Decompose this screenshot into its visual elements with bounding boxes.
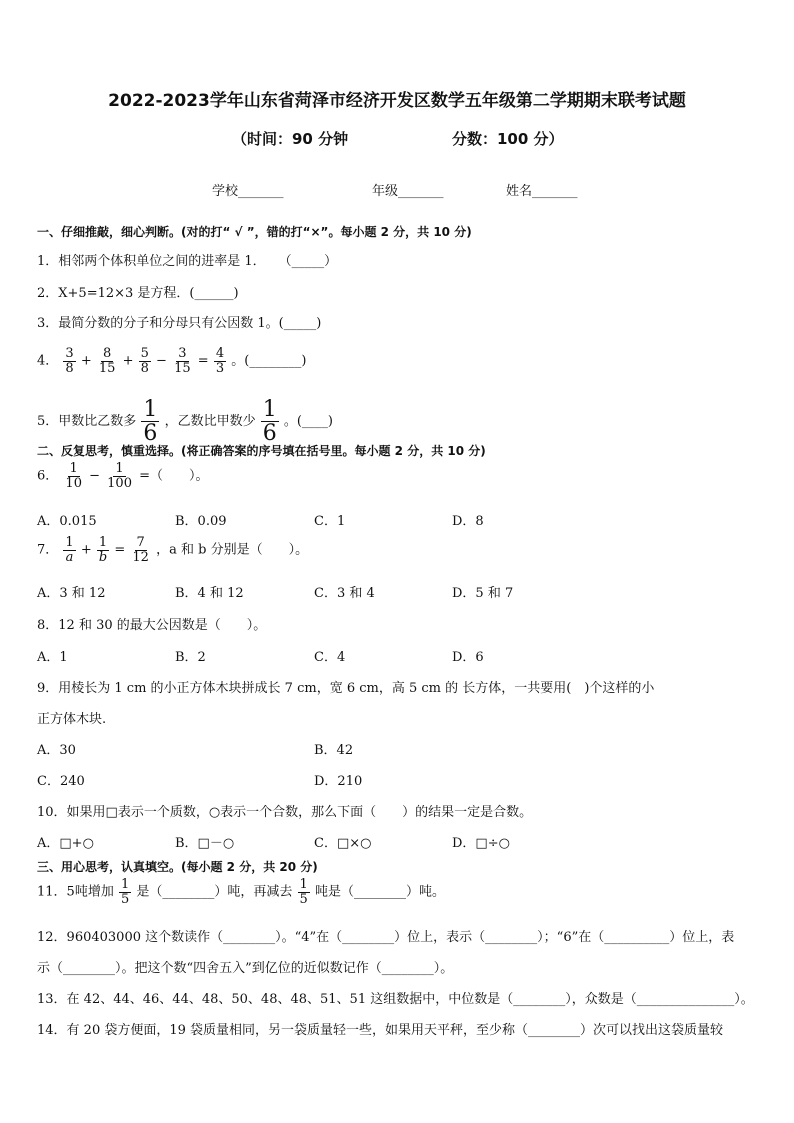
question-3: 3．最简分数的分子和分母只有公因数 1。(_____): [37, 316, 322, 331]
question-1: 1．相邻两个体积单位之间的进率是 1． （_____）: [37, 254, 338, 269]
fraction: $\frac{4}{3}$: [215, 346, 225, 376]
option-b: B．2: [175, 650, 206, 665]
question-11: 11．5吨增加 $\frac{1}{5}$ 是（________）吨，再减去 $\frac{1}{5}$ 吨是（________）吨。: [37, 877, 445, 907]
fraction: $\frac{5}{8}$: [140, 346, 149, 376]
question-9-line-1: 9．用棱长为 1 cm 的小正方体木块拼成长 7 cm，宽 6 cm，高 5 cm 的 长方体，一共要用( )个这样的小: [37, 681, 655, 696]
option-d: D．□÷○: [452, 836, 510, 851]
option-a: A．30: [37, 743, 76, 758]
fraction: $\frac{1}{100}$: [107, 461, 132, 491]
option-a: A．3 和 12: [37, 586, 106, 601]
fraction: $\frac{1}{6}$: [143, 397, 158, 447]
question-10: 10．如果用□表示一个质数，○表示一个合数，那么下面（ ）的结果一定是合数。: [37, 805, 533, 820]
option-d: D．6: [452, 650, 484, 665]
option-d: D．5 和 7: [452, 586, 514, 601]
option-b: B．□－○: [175, 836, 235, 851]
question-12-line-1: 12．960403000 这个数读作（________）。“4”在（________）位上，表示（________）；“6”在（__________）位上，表: [37, 930, 735, 945]
school-field: 学校_______: [212, 184, 284, 199]
option-b: B．0.09: [175, 514, 227, 529]
section-3-title: 三、用心思考，认真填空。(每小题 2 分，共 20 分): [37, 860, 318, 874]
option-d: D．8: [452, 514, 484, 529]
exam-time: （时间：90 分钟: [232, 130, 349, 148]
option-a: A．0.015: [37, 514, 97, 529]
option-c: C．1: [314, 514, 346, 529]
fraction: $\frac{1}{5}$: [120, 877, 130, 907]
fraction: $\frac{1}{6}$: [262, 397, 277, 447]
grade-field: 年级_______: [372, 184, 444, 199]
option-c: C．4: [314, 650, 346, 665]
fraction: $\frac{1}{a}$: [65, 535, 74, 565]
exam-score: 分数：100 分）: [452, 130, 564, 148]
question-14: 14．有 20 袋方便面，19 袋质量相同，另一袋质量轻一些，如果用天平秤，至少称（________）次可以找出这袋质量较: [37, 1023, 724, 1038]
section-1-title: 一、仔细推敲，细心判断。(对的打“ √ ”，错的打“×”。每小题 2 分，共 10 分): [37, 225, 472, 239]
option-b: B．4 和 12: [175, 586, 244, 601]
question-13: 13．在 42、44、46、44、48、50、48、48、51、51 这组数据中，中位数是（________），众数是（_______________）。: [37, 992, 754, 1007]
question-8: 8．12 和 30 的最大公因数是（ ）。: [37, 618, 267, 633]
fraction: $\frac{1}{5}$: [299, 877, 308, 907]
question-2: 2．X+5=12×3 是方程．(______): [37, 286, 239, 301]
page-title: 2022-2023学年山东省菏泽市经济开发区数学五年级第二学期期末联考试题: [108, 91, 686, 111]
fraction: $\frac{1}{b}$: [98, 535, 108, 565]
fraction: $\frac{8}{15}$: [98, 346, 116, 376]
option-d: D．210: [314, 774, 363, 789]
fraction: $\frac{3}{15}$: [174, 346, 191, 376]
fraction: $\frac{3}{8}$: [65, 346, 74, 376]
option-c: C．3 和 4: [314, 586, 375, 601]
option-b: B．42: [314, 743, 354, 758]
question-9-line-2: 正方体木块.: [37, 712, 107, 727]
option-a: A．□+○: [37, 836, 94, 851]
question-6: 6． $\frac{1}{10}$ − $\frac{1}{100}$ =（ ）。: [37, 461, 209, 491]
section-2-title: 二、反复思考，慎重选择。(将正确答案的序号填在括号里。每小题 2 分，共 10 分): [37, 444, 486, 458]
option-a: A．1: [37, 650, 68, 665]
option-c: C．□×○: [314, 836, 372, 851]
fraction: $\frac{7}{12}$: [132, 535, 149, 565]
question-5: 5．甲数比乙数多 $\frac{1}{6}$ ，乙数比甲数少 $\frac{1}{6}$ 。(____): [37, 397, 334, 447]
option-c: C．240: [37, 774, 85, 789]
question-7: 7． $\frac{1}{a}$ + $\frac{1}{b}$ = $\frac{7}{12}$ ，a 和 b 分别是（ ）。: [37, 535, 309, 565]
question-4-number: 4．: [37, 353, 59, 369]
question-4: 4． $\frac{3}{8}$ + $\frac{8}{15}$ + $\frac{5}{8}$ − $\frac{3}{15}$ = $\frac{4}{3}$ 。(________): [37, 346, 307, 376]
fraction: $\frac{1}{10}$: [65, 461, 82, 491]
name-field: 姓名_______: [506, 184, 578, 199]
question-12-line-2: 示（________）。把这个数“四舍五入”到亿位的近似数记作（________）。: [37, 961, 454, 976]
